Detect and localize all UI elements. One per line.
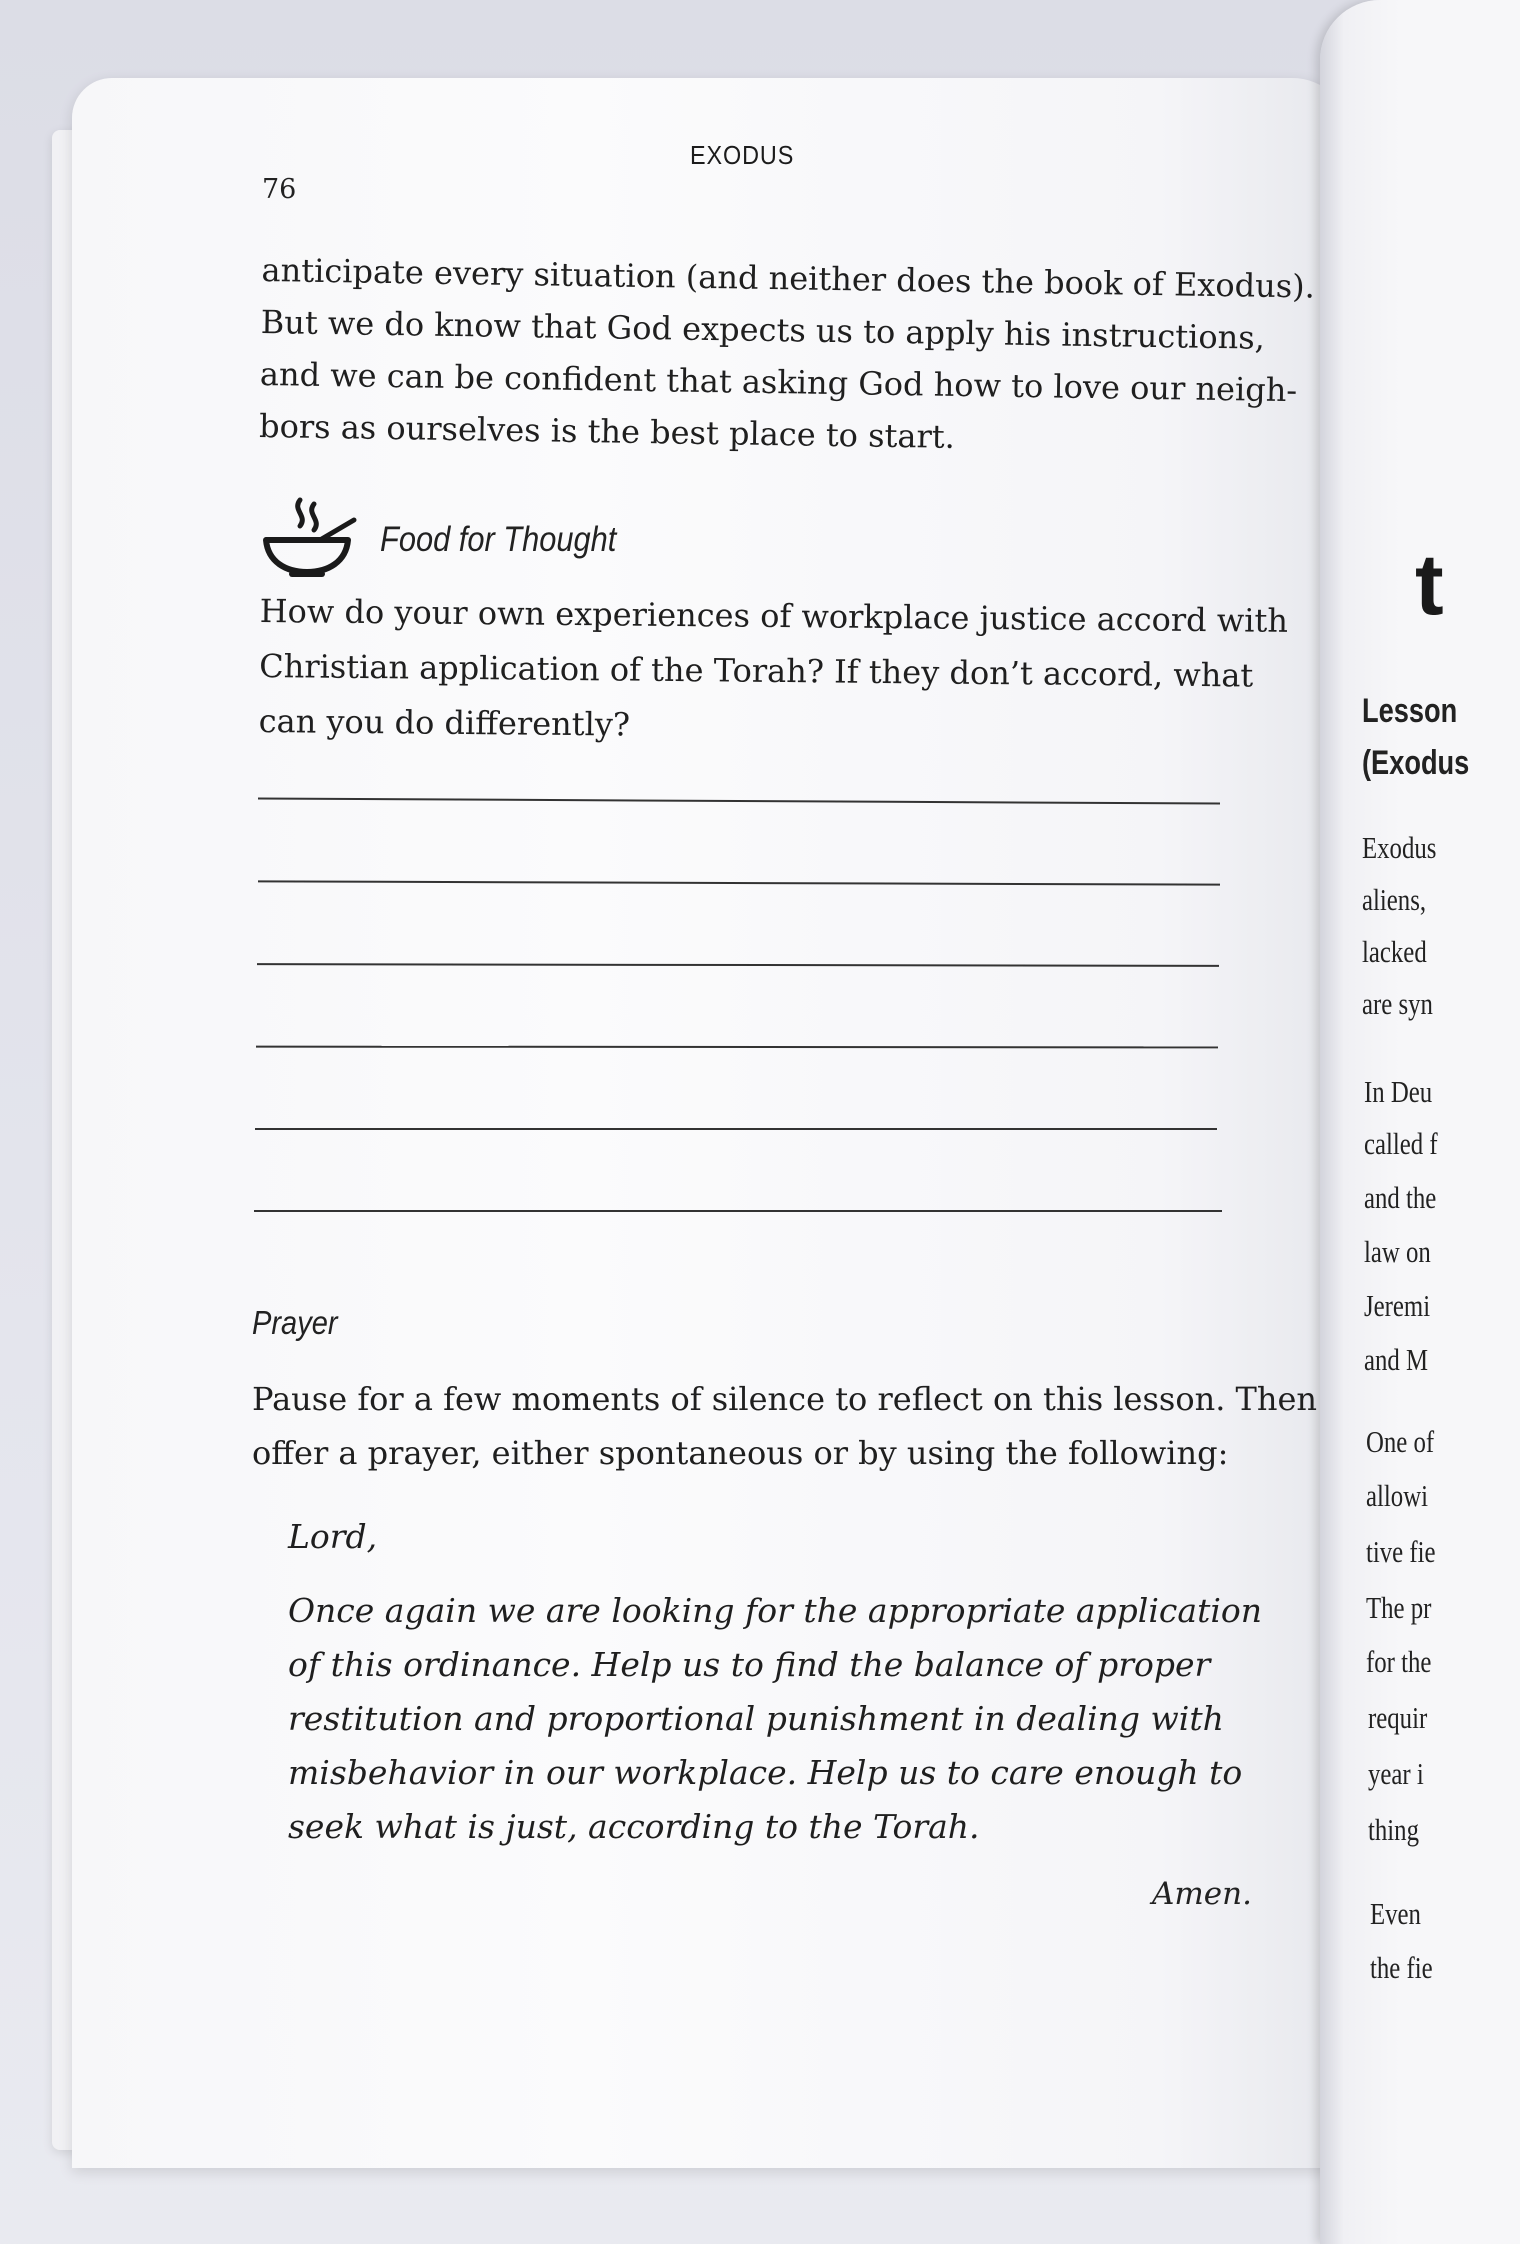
running-head: EXODUS bbox=[690, 140, 795, 170]
facing-page-fragment: requir bbox=[1368, 1700, 1428, 1735]
answer-line bbox=[255, 1128, 1217, 1130]
facing-page-fragment: aliens, bbox=[1362, 882, 1427, 917]
text-line: seek what is just, according to the Torah. bbox=[288, 1807, 980, 1846]
bowl-icon bbox=[262, 496, 358, 582]
facing-page-fragment: and the bbox=[1364, 1180, 1437, 1215]
facing-page-fragment: t bbox=[1415, 537, 1444, 633]
facing-page-fragment: are syn bbox=[1362, 986, 1433, 1021]
section-title: Food for Thought bbox=[380, 520, 617, 559]
text-line: restitution and proportional punishment in dealing with bbox=[288, 1699, 1224, 1738]
text-line: anticipate every situation (and neither does the book of Exodus). bbox=[261, 250, 1316, 306]
text-line: can you do differently? bbox=[258, 701, 631, 744]
facing-page-fragment: One of bbox=[1366, 1424, 1435, 1459]
facing-page-fragment: tive fie bbox=[1366, 1534, 1436, 1569]
intro-paragraph bbox=[258, 244, 1316, 467]
facing-page-fragment: The pr bbox=[1366, 1590, 1432, 1625]
page-number: 76 bbox=[262, 174, 297, 205]
text-line: bors as ourselves is the best place to start. bbox=[258, 406, 956, 456]
prayer-closing: Amen. bbox=[1152, 1876, 1252, 1912]
answer-line bbox=[254, 1210, 1222, 1212]
facing-page-fragment: lacked bbox=[1362, 934, 1427, 969]
facing-page-fragment: the fie bbox=[1370, 1950, 1433, 1985]
text-line: How do your own experiences of workplace justice accord with bbox=[259, 591, 1289, 640]
facing-page-fragment: Jeremi bbox=[1364, 1288, 1431, 1323]
facing-page-fragment: law on bbox=[1364, 1234, 1431, 1269]
text-line: Pause for a few moments of silence to reflect on this lesson. Then bbox=[252, 1380, 1318, 1418]
prayer-salutation: Lord, bbox=[288, 1517, 378, 1556]
facing-page bbox=[1320, 0, 1520, 2244]
text-line: Once again we are looking for the appropriate application bbox=[288, 1591, 1262, 1630]
text-line: offer a prayer, either spontaneous or by using the following: bbox=[252, 1434, 1229, 1472]
facing-page-fragment: In Deu bbox=[1364, 1074, 1433, 1109]
text-line: and we can be confident that asking God how to love our neigh- bbox=[259, 354, 1298, 410]
facing-page-fragment: Even bbox=[1370, 1896, 1421, 1931]
facing-page-fragment: Exodus bbox=[1362, 830, 1437, 865]
prayer-text bbox=[288, 1510, 1262, 1854]
text-line: Christian application of the Torah? If they don’t accord, what bbox=[259, 646, 1254, 695]
text-line: of this ordinance. Help us to find the balance of proper bbox=[288, 1645, 1211, 1684]
facing-page-fragment: allowi bbox=[1366, 1478, 1428, 1513]
facing-page-fragment: and M bbox=[1364, 1342, 1429, 1377]
facing-page-fragment: year i bbox=[1368, 1756, 1424, 1791]
facing-page-fragment: called f bbox=[1364, 1126, 1438, 1161]
text-line: But we do know that God expects us to apply his instructions, bbox=[260, 302, 1266, 357]
food-for-thought-header bbox=[262, 496, 762, 586]
prayer-instruction bbox=[252, 1372, 1318, 1480]
facing-page-fragment: (Exodus bbox=[1362, 744, 1470, 782]
prayer-title: Prayer bbox=[252, 1304, 338, 1341]
food-for-thought-question bbox=[258, 584, 1289, 758]
facing-page-fragment: for the bbox=[1366, 1644, 1432, 1679]
facing-page-fragment: thing bbox=[1368, 1812, 1419, 1847]
text-line: misbehavior in our workplace. Help us to care enough to bbox=[288, 1753, 1243, 1792]
facing-page-fragment: Lesson bbox=[1362, 692, 1458, 730]
